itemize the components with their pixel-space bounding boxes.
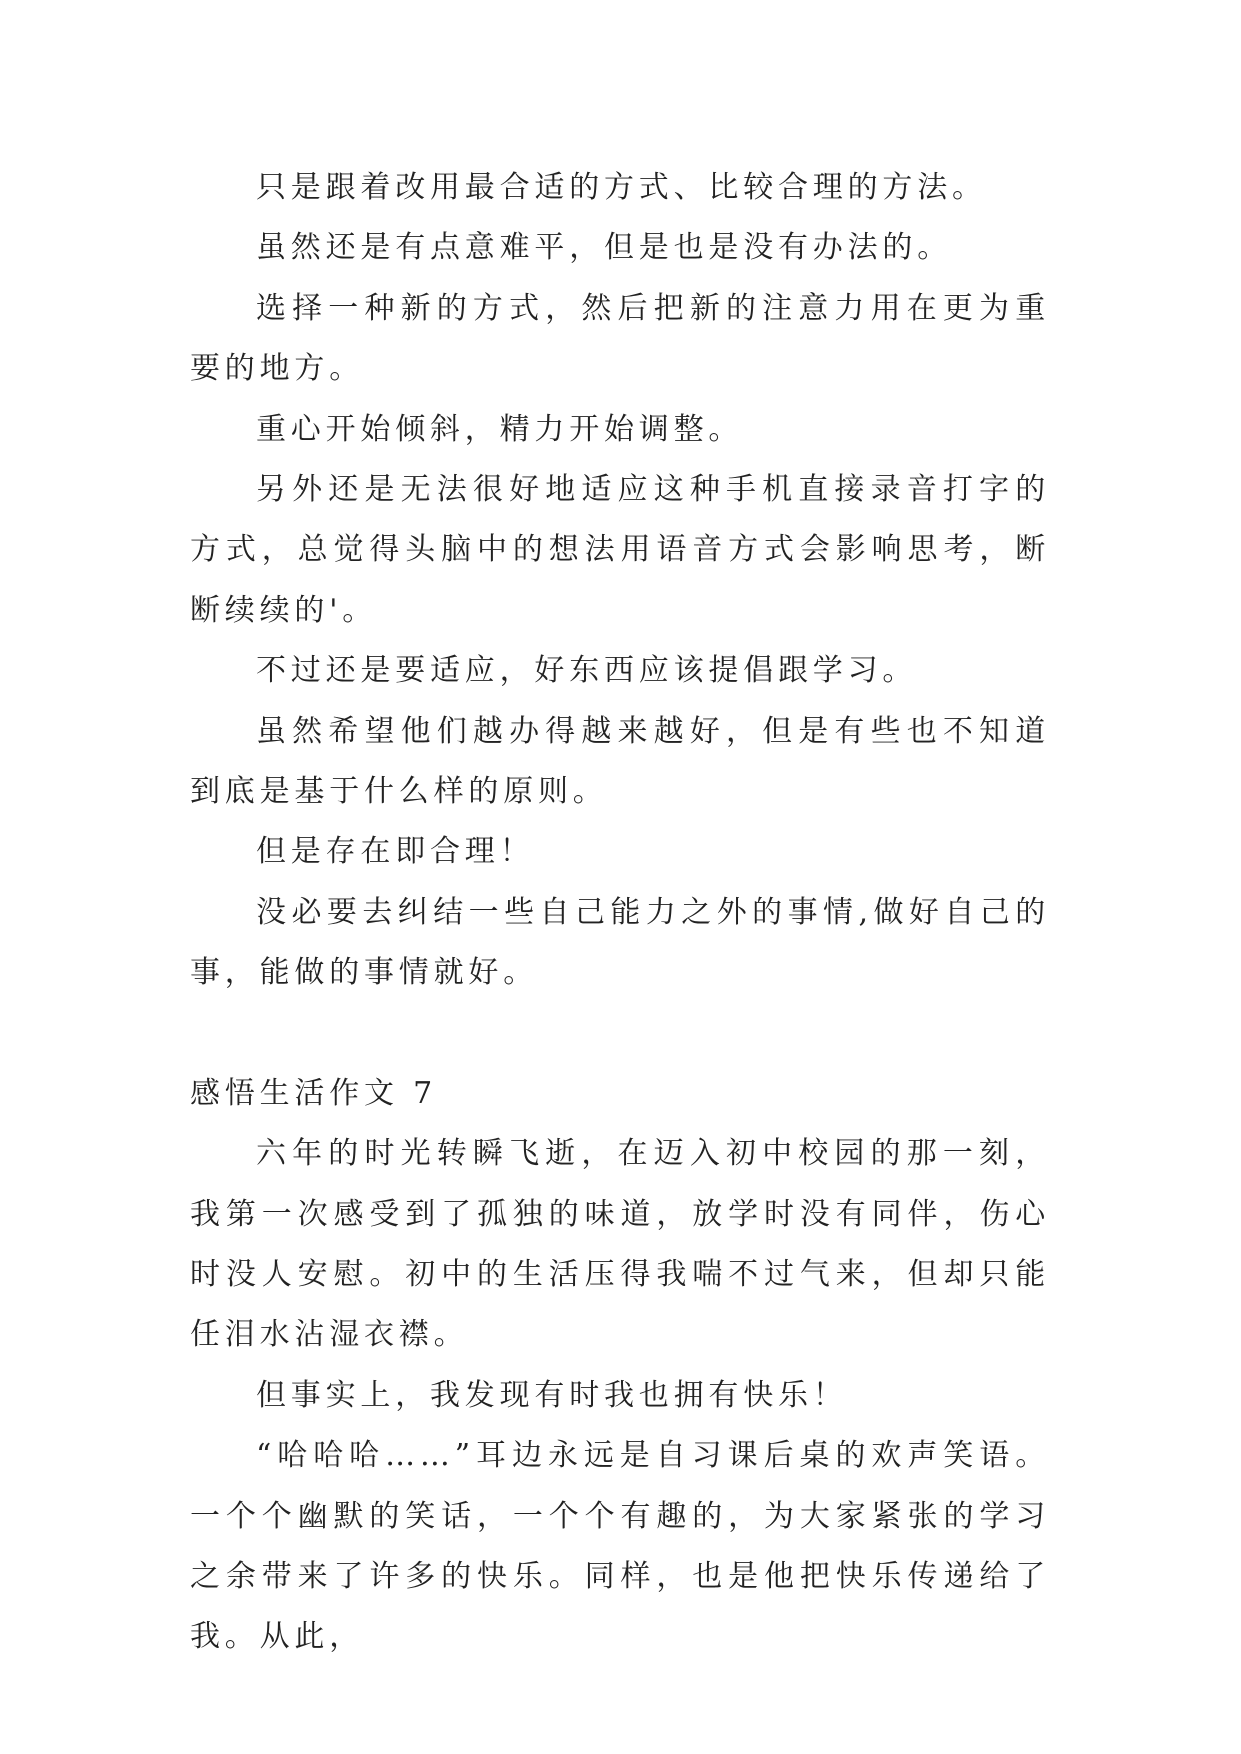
paragraph: 不过还是要适应，好东西应该提倡跟学习。 — [256, 653, 918, 689]
section-title: 感悟生活作文 7 — [190, 1075, 438, 1111]
paragraph: 但事实上，我发现有时我也拥有快乐！ — [256, 1377, 848, 1413]
paragraph: 没必要去纠结一些自己能力之外的事情,做好自己的事，能做的事情就好。 — [190, 894, 1050, 991]
paragraph: 只是跟着改用最合适的方式、比较合理的方法。 — [256, 170, 987, 205]
paragraph: 选择一种新的方式，然后把新的注意力用在更为重要的地方。 — [190, 290, 1050, 387]
document-body — [190, 158, 1050, 1668]
paragraph: 重心开始倾斜，精力开始调整。 — [256, 411, 744, 447]
paragraph: 另外还是无法很好地适应这种手机直接录音打字的方式，总觉得头脑中的想法用语音方式会影响思考，断断续续的'。 — [190, 472, 1050, 628]
paragraph: 虽然希望他们越办得越来越好，但是有些也不知道到底是基于什么样的原则。 — [190, 713, 1050, 810]
section-spacer — [190, 1004, 1050, 1064]
paragraph: 虽然还是有点意难平，但是也是没有办法的。 — [256, 230, 952, 266]
paragraph: “哈哈哈……”耳边永远是自习课后桌的欢声笑语。一个个幽默的笑话，一个个有趣的，为大家紧张的学习之余带来了许多的快乐。同样，也是他把快乐传递给了我。从此， — [190, 1438, 1050, 1655]
paragraph: 但是存在即合理！ — [256, 834, 535, 870]
paragraph: 六年的时光转瞬飞逝，在迈入初中校园的那一刻，我第一次感受到了孤独的味道，放学时没有同伴，伤心时没人安慰。初中的生活压得我喘不过气来，但却只能任泪水沾湿衣襟。 — [190, 1136, 1050, 1353]
